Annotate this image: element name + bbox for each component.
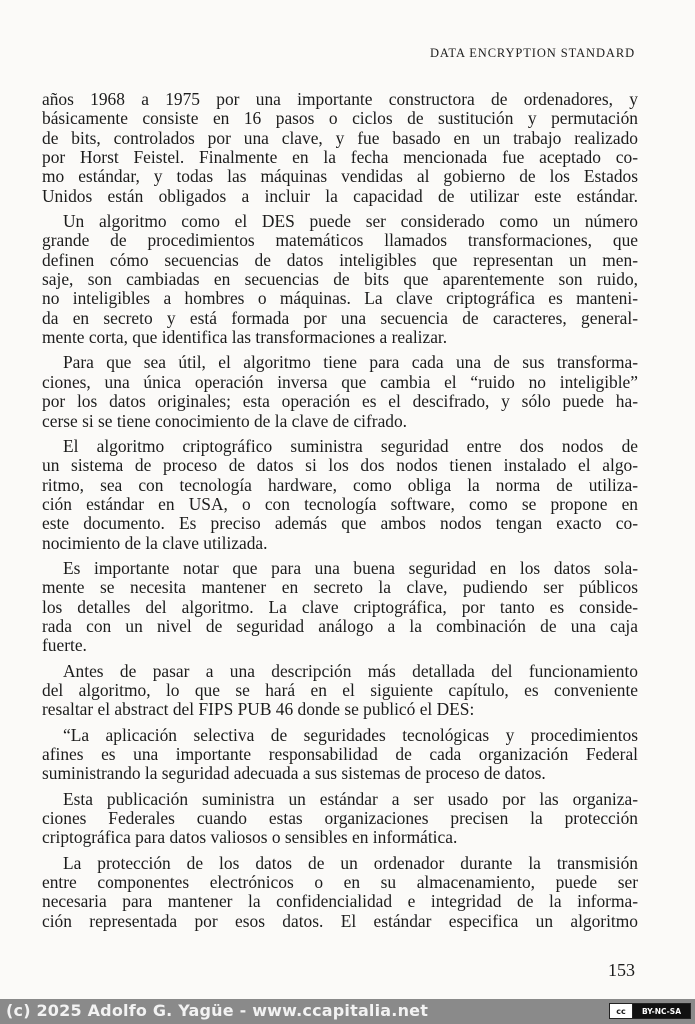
text-line: grande de procedimientos matemáticos llamados transformaciones, que (42, 230, 638, 251)
text-line: La protección de los datos de un ordenador durante la transmisión (63, 852, 638, 873)
paragraph (42, 790, 638, 848)
paragraph (42, 854, 638, 931)
paragraph (42, 212, 638, 347)
text-line: rada con un nivel de seguridad análogo a la combinación de una caja (42, 615, 638, 636)
text-line: Unidos están obligados a incluir la capacidad de utilizar este estándar. (42, 185, 638, 206)
paragraph (42, 662, 638, 720)
text-line: mente corta, que identifica las transformaciones a realizar. (42, 327, 448, 348)
paragraph (42, 437, 638, 553)
text-line: Es importante notar que para una buena seguridad en los datos sola- (63, 557, 638, 578)
text-line: criptográfica para datos valiosos o sensibles en informática. (42, 827, 458, 848)
text-line: un sistema de proceso de datos si los dos nodos tienen instalado el algo- (42, 455, 638, 476)
paragraph (42, 559, 638, 656)
text-line: necesaria para mantener la confidencialidad e integridad de la informa- (42, 891, 638, 912)
text-line: no inteligibles a hombres o máquinas. La clave criptográfica es manteni- (42, 288, 638, 309)
text-line: El algoritmo criptográfico suministra seguridad entre dos nodos de (63, 435, 638, 456)
paragraph (42, 353, 638, 430)
text-line: años 1968 a 1975 por una importante constructora de ordenadores, y (42, 89, 638, 109)
text-line: suministrando la seguridad adecuada a sus sistemas de proceso de datos. (42, 763, 546, 784)
text-line: cerse si se tiene conocimiento de la clave de cifrado. (42, 410, 408, 431)
text-line: Esta publicación suministra un estándar a ser usado por las organiza- (63, 788, 638, 809)
text-line: definen cómo secuencias de datos inteligibles que representan un men- (42, 249, 638, 270)
text-line: ciones, una única operación inversa que cambia el “ruido no inteligible” (42, 371, 638, 392)
text-line: de bits, controlados por una clave, y fue basado en un trabajo realizado (42, 127, 638, 148)
copyright-credit: (c) 2025 Adolfo G. Yagüe - www.ccapitalia.net (6, 1001, 429, 1020)
text-line: mente se necesita mantener en secreto la clave, pudiendo ser públicos (42, 577, 638, 598)
body-text (42, 90, 638, 931)
text-line: afines es una importante responsabilidad de cada organización Federal (42, 744, 638, 764)
text-line: por Horst Feistel. Finalmente en la fecha mencionada fue aceptado co- (42, 147, 638, 168)
text-line: ciones Federales cuando estas organizaciones precisen la protección (42, 808, 638, 829)
text-line: ción representada por esos datos. El estándar especifica un algoritmo (42, 910, 638, 931)
text-line: saje, son cambiadas en secuencias de bits que aparentemente son ruido, (42, 269, 638, 290)
text-line: fuerte. (42, 635, 87, 656)
quote-paragraph (42, 726, 638, 784)
text-line: da en secreto y está formada por una secuencia de caracteres, general- (42, 307, 638, 328)
text-line: del algoritmo, lo que se hará en el siguiente capítulo, es conveniente (42, 679, 638, 700)
paragraph (42, 90, 638, 206)
text-line: mo estándar, y todas las máquinas vendidas al gobierno de los Estados (42, 166, 638, 187)
text-line: Para que sea útil, el algoritmo tiene para cada una de sus transforma- (63, 352, 638, 373)
running-head: DATA ENCRYPTION STANDARD (429, 46, 635, 60)
text-line: resaltar el abstract del FIPS PUB 46 donde se publicó el DES: (42, 699, 475, 720)
text-line: nocimiento de la clave utilizada. (42, 532, 268, 553)
cc-icon: cc (610, 1004, 633, 1018)
text-line: Un algoritmo como el DES puede ser considerado como un número (63, 211, 638, 232)
text-line: ritmo, sea con tecnología hardware, como obliga la norma de utiliza- (42, 474, 638, 495)
text-line: ción estándar en USA, o con tecnología software, como se propone en (42, 493, 638, 514)
text-line: este documento. Es preciso además que ambos nodos tengan exacto co- (42, 513, 638, 534)
license-terms: BY-NC-SA (633, 1004, 690, 1018)
text-line: por los datos originales; esta operación es el descifrado, y sólo puede ha- (42, 391, 638, 412)
cc-license-badge (609, 1003, 691, 1019)
copyright-footer (0, 999, 695, 1024)
text-line: Antes de pasar a una descripción más detallada del funcionamiento (63, 660, 638, 681)
text-line: entre componentes electrónicos o en su almacenamiento, puede ser (42, 872, 638, 893)
text-line: “La aplicación selectiva de seguridades tecnológicas y procedimientos (63, 724, 638, 745)
page-number: 153 (608, 960, 635, 980)
text-line: básicamente consiste en 16 pasos o ciclos de sustitución y permutación (42, 108, 638, 129)
text-line: los detalles del algoritmo. La clave criptográfica, por tanto es conside- (42, 596, 638, 617)
